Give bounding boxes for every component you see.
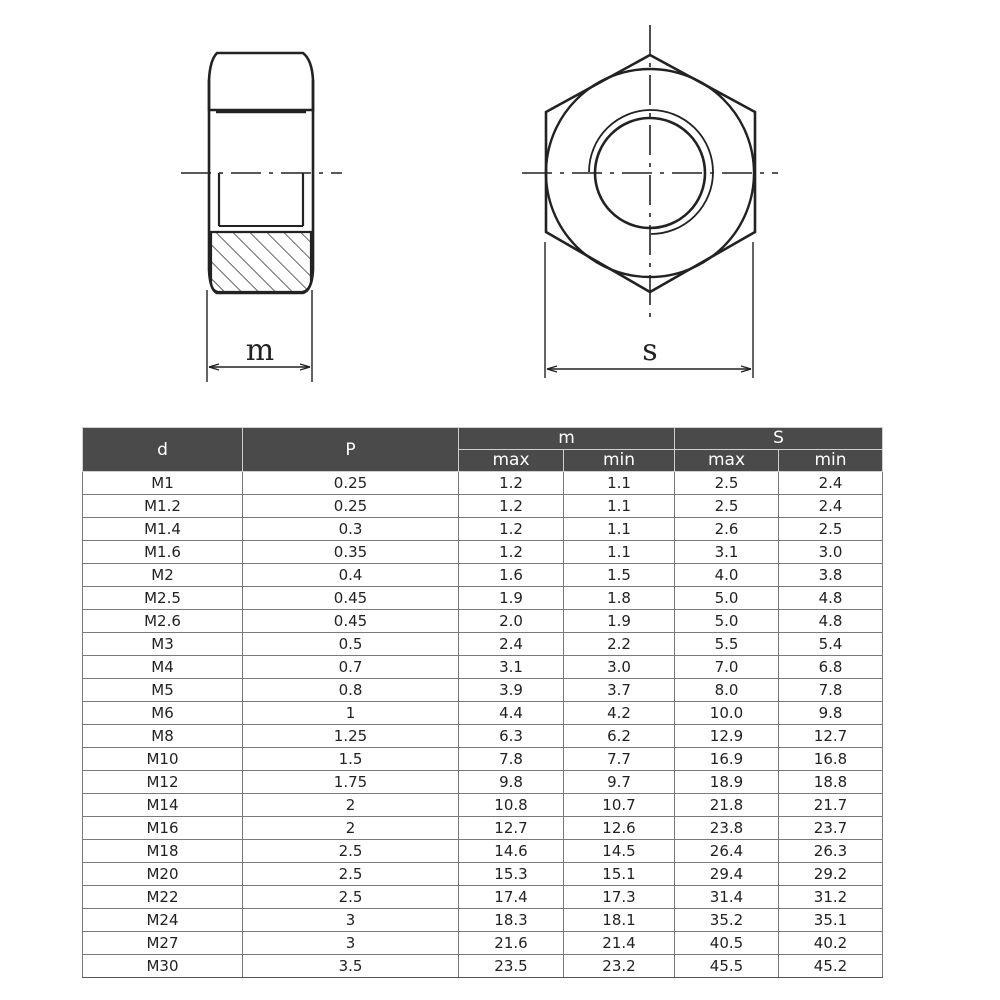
- cell-s-max: 40.5: [675, 932, 779, 955]
- cell-d: M2.6: [83, 610, 243, 633]
- cell-m-min: 7.7: [564, 748, 675, 771]
- cell-d: M10: [83, 748, 243, 771]
- cell-d: M1.6: [83, 541, 243, 564]
- table-row: [83, 932, 883, 955]
- cell-m-max: 1.2: [459, 472, 564, 495]
- cell-p: 1.75: [243, 771, 459, 794]
- table-row: [83, 495, 883, 518]
- table-row: [83, 771, 883, 794]
- cell-s-max: 5.0: [675, 587, 779, 610]
- cell-p: 0.8: [243, 679, 459, 702]
- table-row: [83, 909, 883, 932]
- cell-s-min: 7.8: [779, 679, 883, 702]
- cell-d: M20: [83, 863, 243, 886]
- cell-d: M2.5: [83, 587, 243, 610]
- cell-s-max: 4.0: [675, 564, 779, 587]
- table-row: [83, 702, 883, 725]
- cell-p: 0.45: [243, 610, 459, 633]
- cell-s-min: 16.8: [779, 748, 883, 771]
- table-row: [83, 817, 883, 840]
- header-s-max: max: [675, 450, 779, 472]
- cell-s-max: 2.5: [675, 495, 779, 518]
- cell-d: M6: [83, 702, 243, 725]
- table-body: [83, 472, 883, 978]
- cell-s-min: 4.8: [779, 587, 883, 610]
- cell-s-max: 8.0: [675, 679, 779, 702]
- cell-s-min: 31.2: [779, 886, 883, 909]
- cell-s-min: 18.8: [779, 771, 883, 794]
- cell-d: M5: [83, 679, 243, 702]
- cell-s-max: 5.5: [675, 633, 779, 656]
- cell-m-max: 1.2: [459, 541, 564, 564]
- cell-d: M3: [83, 633, 243, 656]
- cell-m-min: 2.2: [564, 633, 675, 656]
- cell-m-min: 23.2: [564, 955, 675, 978]
- cell-m-max: 12.7: [459, 817, 564, 840]
- cell-p: 3.5: [243, 955, 459, 978]
- cell-s-min: 2.4: [779, 495, 883, 518]
- table-row: [83, 840, 883, 863]
- cell-s-min: 12.7: [779, 725, 883, 748]
- cell-p: 0.25: [243, 472, 459, 495]
- cell-m-min: 1.8: [564, 587, 675, 610]
- table-row: [83, 518, 883, 541]
- cell-p: 0.25: [243, 495, 459, 518]
- cell-m-min: 3.7: [564, 679, 675, 702]
- cell-s-max: 21.8: [675, 794, 779, 817]
- cell-s-max: 18.9: [675, 771, 779, 794]
- cell-p: 3: [243, 932, 459, 955]
- cell-p: 0.45: [243, 587, 459, 610]
- cell-d: M30: [83, 955, 243, 978]
- dim-label-s: s: [642, 333, 658, 368]
- cell-d: M22: [83, 886, 243, 909]
- cell-s-min: 3.8: [779, 564, 883, 587]
- cell-m-max: 17.4: [459, 886, 564, 909]
- hatched-section: [211, 232, 311, 292]
- cell-m-max: 23.5: [459, 955, 564, 978]
- header-m: m: [459, 428, 675, 450]
- cell-p: 1.25: [243, 725, 459, 748]
- cell-s-min: 3.0: [779, 541, 883, 564]
- cell-p: 3: [243, 909, 459, 932]
- cell-d: M12: [83, 771, 243, 794]
- header-p: P: [243, 428, 459, 472]
- nut-dimension-table: [82, 427, 883, 978]
- side-view-top-face: [209, 53, 313, 110]
- cell-p: 0.4: [243, 564, 459, 587]
- cell-s-min: 21.7: [779, 794, 883, 817]
- cell-m-max: 21.6: [459, 932, 564, 955]
- cell-m-min: 15.1: [564, 863, 675, 886]
- cell-m-max: 4.4: [459, 702, 564, 725]
- cell-m-max: 3.1: [459, 656, 564, 679]
- table-row: [83, 610, 883, 633]
- cell-s-max: 35.2: [675, 909, 779, 932]
- cell-s-max: 2.6: [675, 518, 779, 541]
- cell-m-max: 7.8: [459, 748, 564, 771]
- header-s: S: [675, 428, 883, 450]
- table-row: [83, 587, 883, 610]
- cell-p: 0.5: [243, 633, 459, 656]
- cell-d: M18: [83, 840, 243, 863]
- cell-s-max: 29.4: [675, 863, 779, 886]
- table-row: [83, 679, 883, 702]
- cell-s-max: 10.0: [675, 702, 779, 725]
- cell-d: M1.2: [83, 495, 243, 518]
- cell-d: M1: [83, 472, 243, 495]
- table-row: [83, 541, 883, 564]
- cell-m-min: 14.5: [564, 840, 675, 863]
- cell-s-min: 5.4: [779, 633, 883, 656]
- header-m-max: max: [459, 450, 564, 472]
- cell-m-min: 10.7: [564, 794, 675, 817]
- cell-d: M1.4: [83, 518, 243, 541]
- cell-m-max: 1.2: [459, 495, 564, 518]
- cell-m-min: 1.1: [564, 495, 675, 518]
- cell-s-min: 29.2: [779, 863, 883, 886]
- cell-m-max: 9.8: [459, 771, 564, 794]
- cell-p: 0.3: [243, 518, 459, 541]
- cell-m-min: 1.1: [564, 518, 675, 541]
- cell-m-min: 9.7: [564, 771, 675, 794]
- cell-s-min: 9.8: [779, 702, 883, 725]
- table-row: [83, 863, 883, 886]
- cell-m-min: 1.1: [564, 541, 675, 564]
- header-m-min: min: [564, 450, 675, 472]
- header-s-min: min: [779, 450, 883, 472]
- table-row: [83, 656, 883, 679]
- cell-m-min: 4.2: [564, 702, 675, 725]
- cell-s-max: 12.9: [675, 725, 779, 748]
- cell-s-max: 31.4: [675, 886, 779, 909]
- cell-s-min: 6.8: [779, 656, 883, 679]
- front-view: [522, 25, 778, 378]
- cell-s-max: 3.1: [675, 541, 779, 564]
- cell-m-min: 18.1: [564, 909, 675, 932]
- cell-m-min: 1.9: [564, 610, 675, 633]
- table-row: [83, 886, 883, 909]
- cell-m-min: 3.0: [564, 656, 675, 679]
- cell-m-max: 14.6: [459, 840, 564, 863]
- table-row: [83, 725, 883, 748]
- cell-m-max: 6.3: [459, 725, 564, 748]
- cell-m-max: 1.6: [459, 564, 564, 587]
- cell-m-max: 1.2: [459, 518, 564, 541]
- cell-m-max: 3.9: [459, 679, 564, 702]
- thread-arc: [589, 110, 713, 234]
- cell-s-min: 4.8: [779, 610, 883, 633]
- cell-d: M16: [83, 817, 243, 840]
- cell-p: 2: [243, 794, 459, 817]
- cell-p: 1.5: [243, 748, 459, 771]
- cell-d: M14: [83, 794, 243, 817]
- cell-p: 2.5: [243, 863, 459, 886]
- header-d: d: [83, 428, 243, 472]
- cell-m-min: 17.3: [564, 886, 675, 909]
- hex-nut-drawings: [0, 0, 1000, 400]
- cell-s-max: 23.8: [675, 817, 779, 840]
- cell-p: 2.5: [243, 840, 459, 863]
- dim-label-m: m: [245, 333, 275, 368]
- cell-m-min: 1.1: [564, 472, 675, 495]
- cell-s-max: 2.5: [675, 472, 779, 495]
- table-row: [83, 633, 883, 656]
- cell-s-max: 7.0: [675, 656, 779, 679]
- cell-d: M2: [83, 564, 243, 587]
- cell-s-min: 40.2: [779, 932, 883, 955]
- cell-m-max: 15.3: [459, 863, 564, 886]
- cell-p: 2: [243, 817, 459, 840]
- cell-s-max: 5.0: [675, 610, 779, 633]
- cell-s-min: 2.4: [779, 472, 883, 495]
- cell-m-max: 10.8: [459, 794, 564, 817]
- cell-m-min: 6.2: [564, 725, 675, 748]
- cell-d: M8: [83, 725, 243, 748]
- cell-m-max: 1.9: [459, 587, 564, 610]
- cell-m-max: 18.3: [459, 909, 564, 932]
- cell-s-max: 26.4: [675, 840, 779, 863]
- cell-s-min: 23.7: [779, 817, 883, 840]
- table-row: [83, 472, 883, 495]
- cell-s-max: 45.5: [675, 955, 779, 978]
- cell-p: 0.7: [243, 656, 459, 679]
- cell-s-min: 2.5: [779, 518, 883, 541]
- cell-p: 1: [243, 702, 459, 725]
- cell-s-min: 45.2: [779, 955, 883, 978]
- cell-s-max: 16.9: [675, 748, 779, 771]
- cell-d: M24: [83, 909, 243, 932]
- cell-p: 0.35: [243, 541, 459, 564]
- cell-d: M27: [83, 932, 243, 955]
- cell-m-min: 12.6: [564, 817, 675, 840]
- table-row: [83, 564, 883, 587]
- cell-d: M4: [83, 656, 243, 679]
- cell-s-min: 26.3: [779, 840, 883, 863]
- cell-m-min: 21.4: [564, 932, 675, 955]
- table-row: [83, 794, 883, 817]
- cell-p: 2.5: [243, 886, 459, 909]
- cell-m-min: 1.5: [564, 564, 675, 587]
- cell-m-max: 2.4: [459, 633, 564, 656]
- table-row: [83, 748, 883, 771]
- cell-m-max: 2.0: [459, 610, 564, 633]
- cell-s-min: 35.1: [779, 909, 883, 932]
- table-row: [83, 955, 883, 978]
